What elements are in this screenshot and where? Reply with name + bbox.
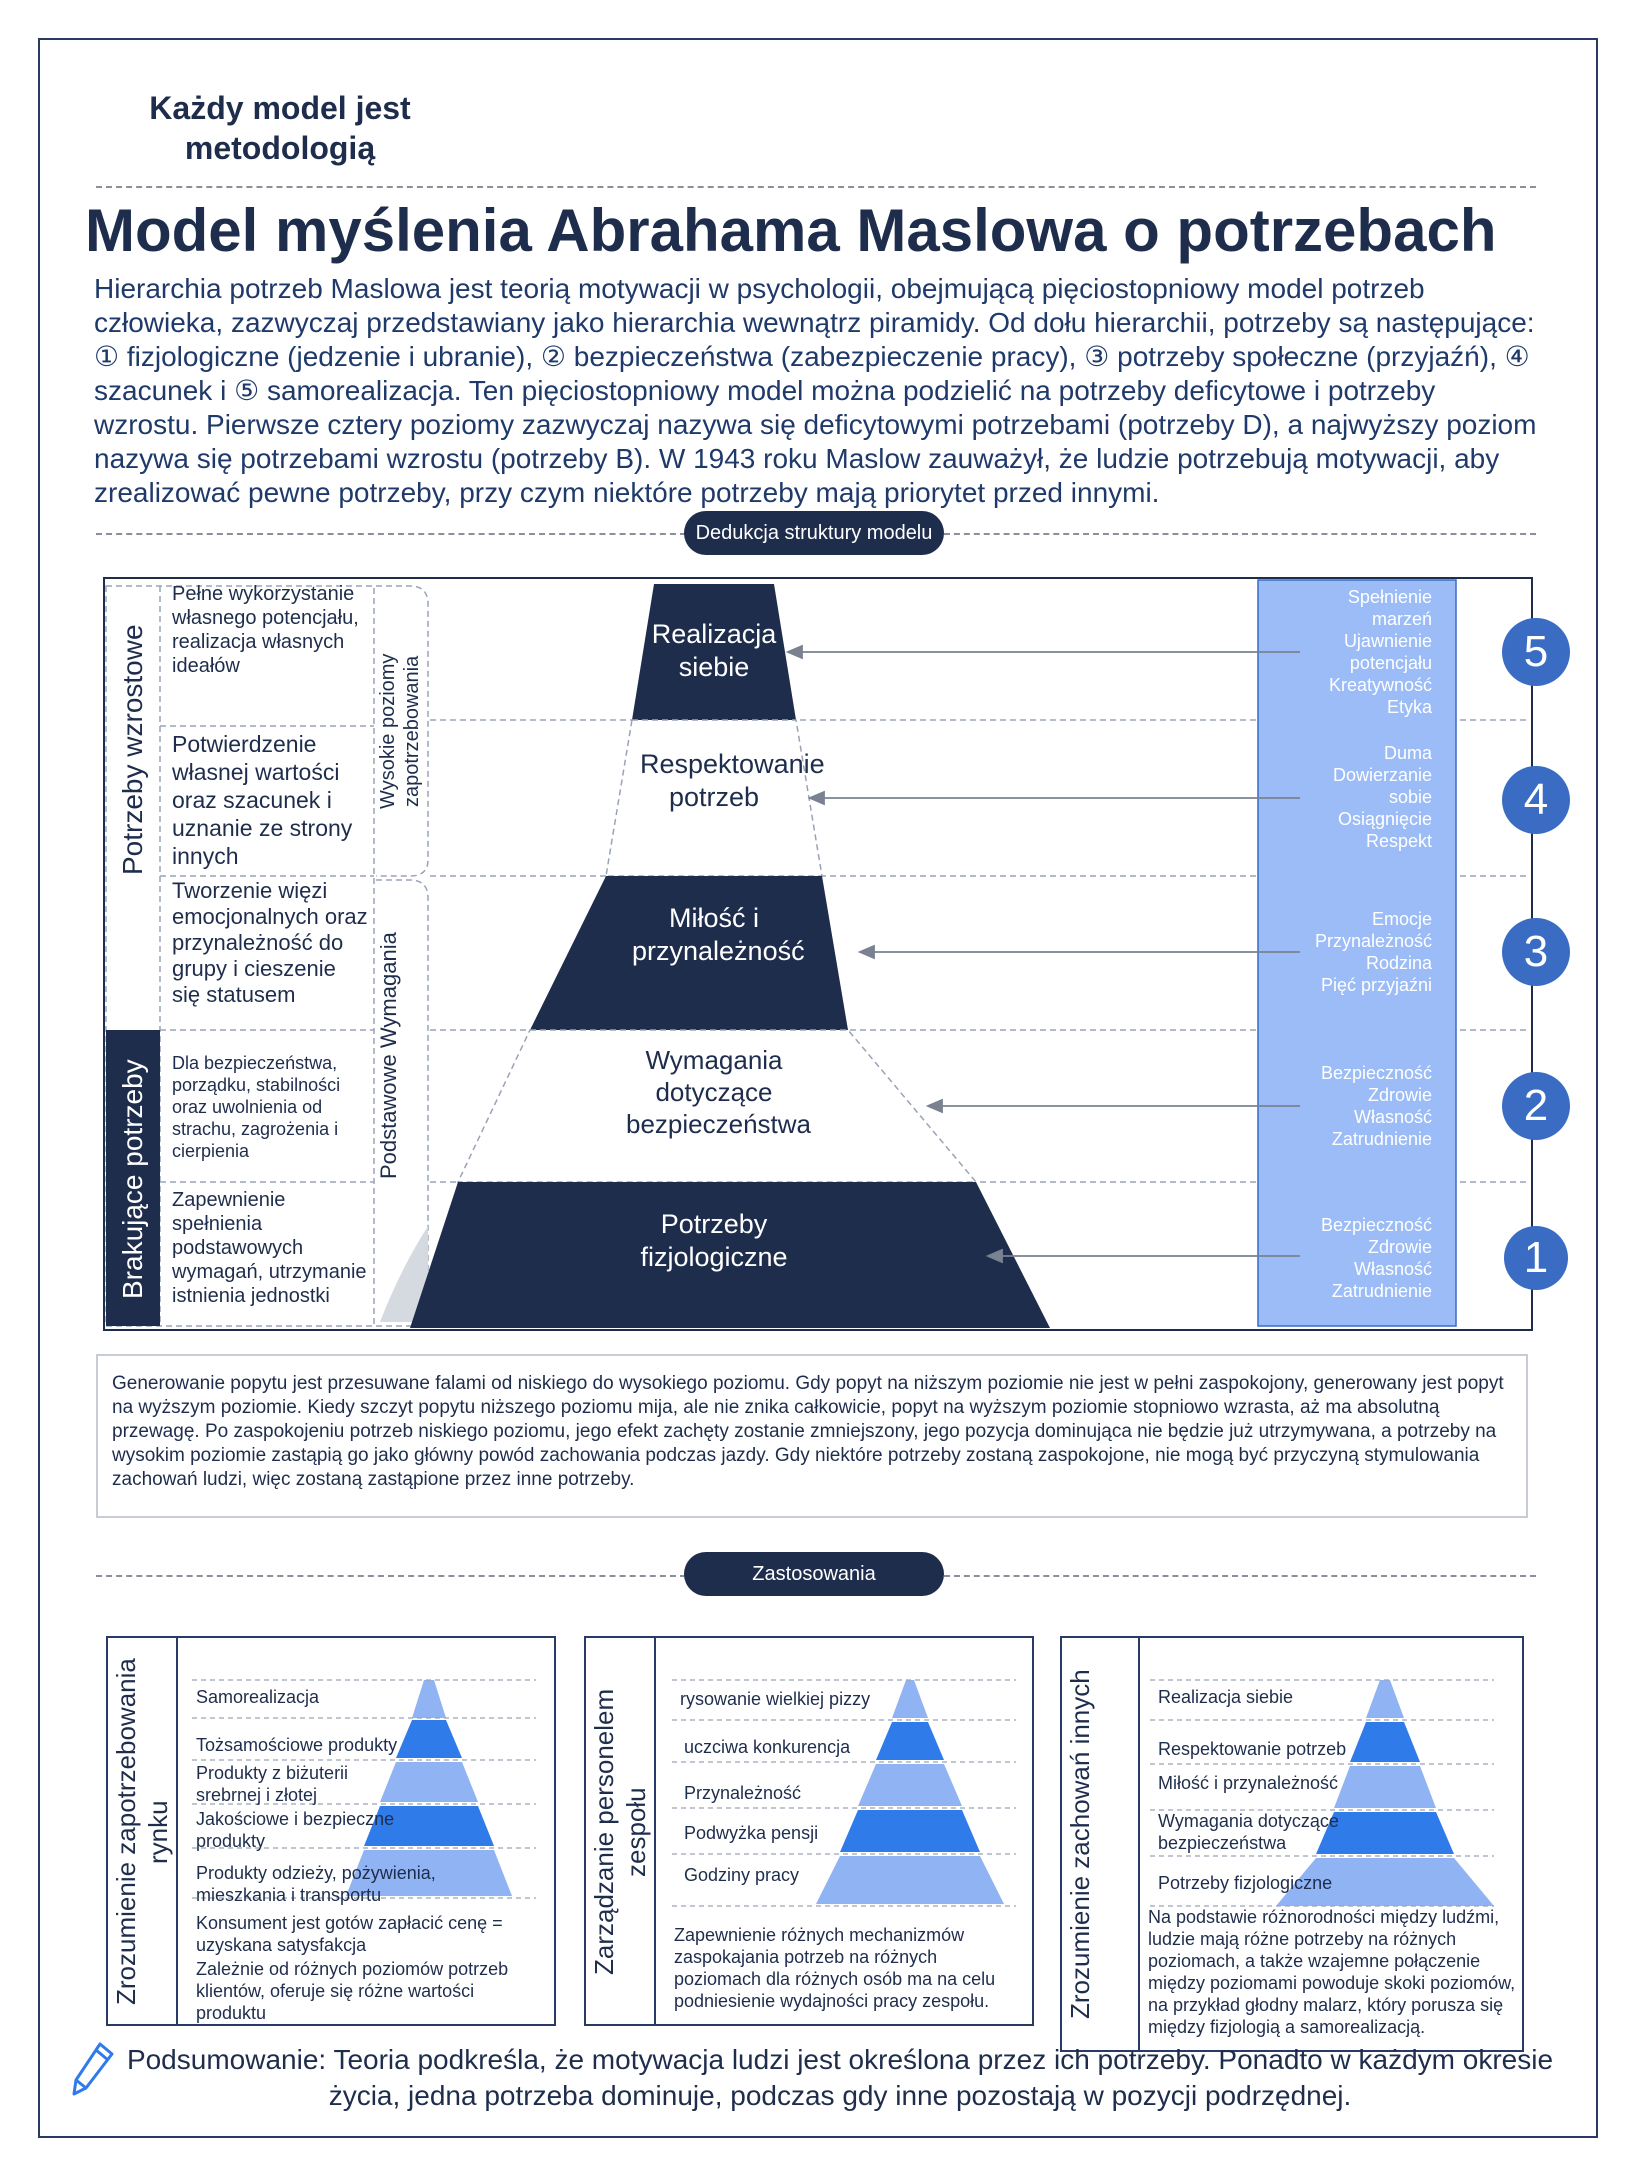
app2-level-4: uczciwa konkurencja <box>684 1737 851 1757</box>
app3-level-5: Realizacja siebie <box>1158 1687 1294 1707</box>
group-high-levels-label: Wysokie poziomy zapotrzebowania <box>377 653 423 809</box>
app2-level-1: Godziny pracy <box>684 1865 800 1885</box>
app2-level-3: Przynależność <box>684 1783 802 1803</box>
applications-divider-left <box>96 1575 686 1577</box>
summary-text: Podsumowanie: Teoria podkreśla, że motywacja ludzi jest określona przez ich potrzeby. Ponadto w każdym okresie życia, jedna potrzeba dominuje, podczas gdy inne pozostają w pozycji podrzędnej. <box>126 2044 1554 2111</box>
level-2-description: Dla bezpieczeństwa, porządku, stabilności oraz uwolnienia od strachu, zagrożenia i cierpienia <box>172 1053 341 1161</box>
pyramid-label-2: Wymagania dotyczące bezpieczeństwa <box>626 1045 811 1139</box>
explanation-box: Generowanie popytu jest przesuwane falami od niskiego do wysokiego poziomu. Gdy popyt na niższym poziomie nie jest w pełni zaspokojony, generowany jest popyt na wyższym poziomie. Kiedy szczyt popytu niższego poziomu mija, ale nie znika całkowicie, popyt na wyższym poziomie stopniowo wzrasta, aż ma absolutną przewagę. Po zaspokojeniu potrzeb niskiego poziomu, jego efekt zachęty zostanie zmniejszony, jego pozycja dominująca nie będzie już utrzymywana, a potrzeby na wysokim poziomie zastąpią go jako główny powód zachowania podczas jazdy. Gdy niektóre potrzeby zostaną zaspokojone, nie mogą być przyczyną stymulowania zachowań ludzi, więc zostaną zastąpione przez inne potrzeby. <box>96 1354 1528 1518</box>
app3-note-1: Na podstawie różnorodności między ludźmi, ludzie mają różne potrzeby na różnych poziomach, a także wzajemne połączenie między poziomami powoduje skoki poziomów, na przykład głodny malarz, który porusza się między fizjologią a samorealizacją. <box>1148 1907 1516 2037</box>
level-number-2: 2 <box>1502 1072 1570 1140</box>
app2-level-5: rysowanie wielkiej pizzy <box>680 1689 871 1709</box>
examples-level-1: Bezpieczność Zdrowie Własność Zatrudnienie <box>1320 1215 1432 1301</box>
group-growth-label: Potrzeby wzrostowe <box>117 624 148 876</box>
section-pill-applications: Zastosowania <box>684 1552 944 1596</box>
pyramid-label-3: Miłość i przynależność <box>632 903 805 966</box>
section-pill-structure: Dedukcja struktury modelu <box>684 511 944 555</box>
group-deficit-label: Brakujące potrzeby <box>117 1059 148 1299</box>
level-3-description: Tworzenie więzi emocjonalnych oraz przynależność do grupy i cieszenie się statusem <box>172 878 368 1007</box>
app1-level-5: Samorealizacja <box>196 1687 320 1707</box>
app2-note-1: Zapewnienie różnych mechanizmów zaspokajania potrzeb na różnych poziomach dla różnych osób ma na celu podniesienie wydajności pracy zespołu. <box>674 1925 996 2011</box>
level-number-5: 5 <box>1502 618 1570 686</box>
app2-level-2: Podwyżka pensji <box>684 1823 819 1843</box>
app3-level-4: Respektowanie potrzeb <box>1158 1739 1347 1759</box>
app1-level-4: Tożsamościowe produkty <box>196 1735 398 1755</box>
app-market-demand-title: Zrozumienie zapotrzebowania rynku <box>111 1658 173 2006</box>
level-1-description: Zapewnienie spełnienia podstawowych wymagań, utrzymanie istnienia jednostki <box>172 1189 367 1307</box>
app1-note-2: Zależnie od różnych poziomów potrzeb klientów, oferuje się różne wartości produktu <box>196 1959 509 2023</box>
app1-level-1: Produkty odzieży, pożywienia, mieszkania i transportu <box>196 1863 436 1905</box>
examples-level-4: Duma Dowierzanie sobie Osiągnięcie Respekt <box>1332 743 1432 851</box>
applications-divider-right <box>944 1575 1536 1577</box>
app3-level-2: Wymagania dotyczące bezpieczeństwa <box>1158 1811 1339 1853</box>
examples-level-3: Emocje Przynależność Rodzina Pięć przyjaźni <box>1314 909 1432 995</box>
app3-level-3: Miłość i przynależność <box>1158 1773 1339 1793</box>
level-number-4: 4 <box>1502 766 1570 834</box>
level-5-description: Pełne wykorzystanie własnego potencjału, realizacja własnych ideałów <box>172 583 359 677</box>
pyramid-label-4: Respektowanie potrzeb <box>640 749 825 812</box>
intro-paragraph: Hierarchia potrzeb Maslowa jest teorią motywacji w psychologii, obejmującą pięciostopniowy model potrzeb człowieka, zazwyczaj przedstawiany jako hierarchia wewnątrz piramidy. Od dołu hierarchii, potrzeby są następujące: ① fizjologiczne (jedzenie i ubranie), ② bezpieczeństwa (zabezpieczenie pracy), ③ potrzeby społeczne (przyjaźń), ④ szacunek i ⑤ samorealizacja. Ten pięciostopniowy model można podzielić na potrzeby deficytowe i potrzeby wzrostu. Pierwsze cztery poziomy zazwyczaj nazywa się deficytowymi potrzebami (potrzeby D), a najwyższy poziom nazywa się potrzebami wzrostu (potrzeby B). W 1943 roku Maslow zauważył, że ludzie potrzebują motywacji, aby zrealizować pewne potrzeby, przy czym niektóre potrzeby mają priorytet przed innymi. <box>94 273 1537 508</box>
page-title: Model myślenia Abrahama Maslowa o potrzebach <box>85 197 1497 264</box>
level-number-3: 3 <box>1502 918 1570 986</box>
level-number-1: 1 <box>1504 1226 1568 1290</box>
app-team-management-title: Zarządzanie personelem zespołu <box>589 1688 651 1976</box>
app1-level-2: Jakościowe i bezpieczne produkty <box>196 1809 395 1851</box>
app1-note-1: Konsument jest gotów zapłacić cenę = uzyskana satysfakcja <box>196 1913 503 1955</box>
header-logo-text: Każdy model jest metodologią <box>149 90 411 166</box>
level-4-description: Potwierdzenie własnej wartości oraz szacunek i uznanie ze strony innych <box>172 731 353 869</box>
examples-level-2: Bezpieczność Zdrowie Własność Zatrudnienie <box>1320 1063 1432 1149</box>
group-basic-label: Podstawowe Wymagania <box>376 932 401 1180</box>
app1-level-3: Produkty z biżuterii srebrnej i złotej <box>196 1763 349 1805</box>
examples-level-5: Spełnienie marzeń Ujawnienie potencjału Kreatywność Etyka <box>1328 587 1432 717</box>
pyramid-label-5: Realizacja siebie <box>651 619 777 682</box>
app-understanding-behaviour-title: Zrozumienie zachowań innych <box>1065 1669 1095 2019</box>
pyramid-label-1: Potrzeby fizjologiczne <box>640 1209 788 1272</box>
app3-level-1: Potrzeby fizjologiczne <box>1158 1873 1333 1893</box>
